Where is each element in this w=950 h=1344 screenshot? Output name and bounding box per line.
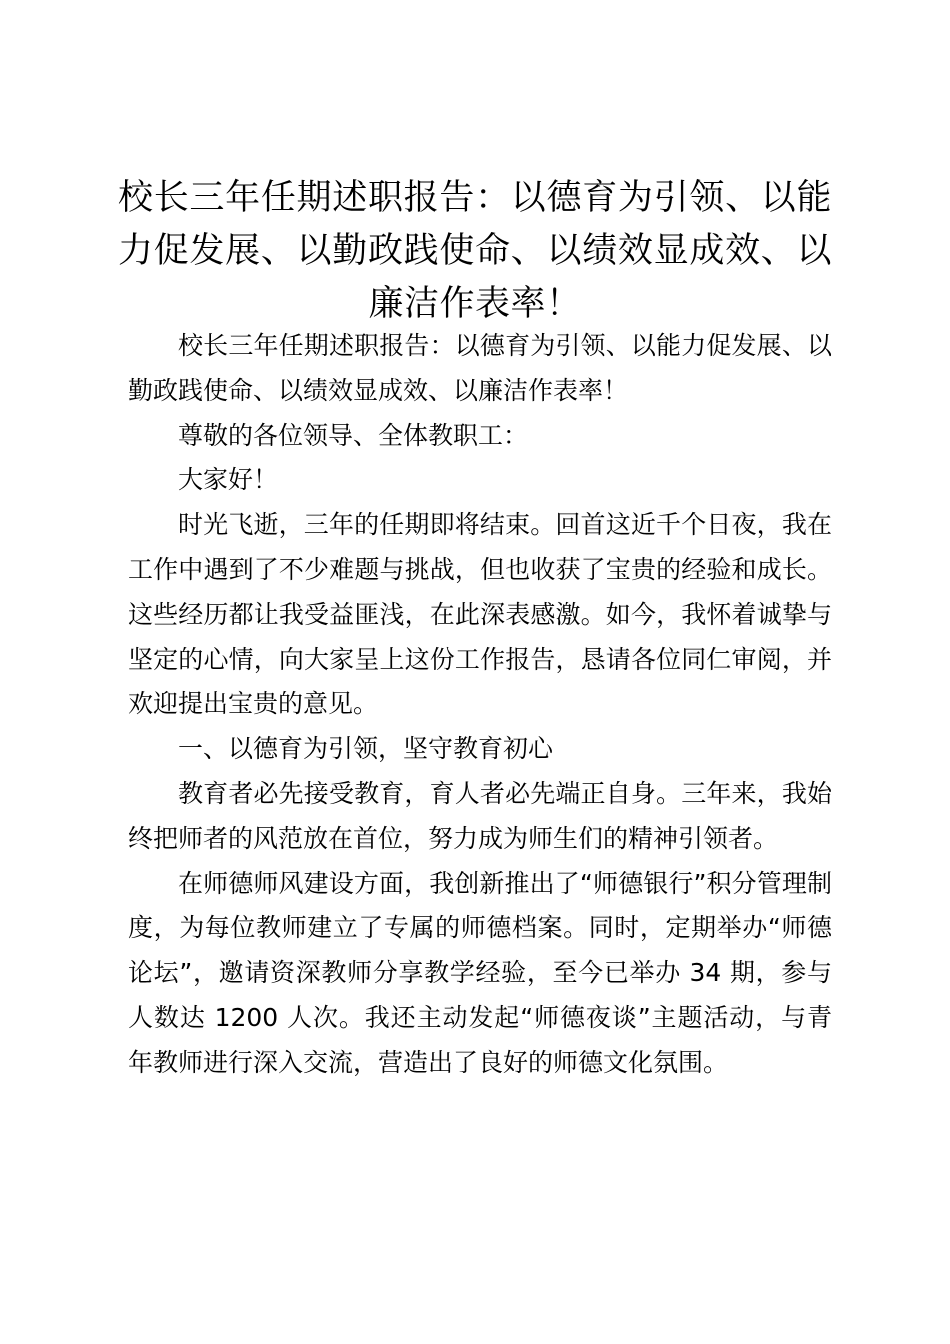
- body-paragraph: 在师德师风建设方面，我创新推出了“师德银行”积分管理制度，为每位教师建立了专属的师德档案。同时，定期举办“师德论坛”，邀请资深教师分享教学经验，至今已举办 34 期，参与人数达 1200 人次。我还主动发起“师德夜谈”主题活动，与青年教师进行深入交流，营造出了良好的师德文化氛围。: [128, 868, 832, 1077]
- body-paragraph: 教育者必先接受教育，育人者必先端正自身。三年来，我始终把师者的风范放在首位，努力成为师生们的精神引领者。: [128, 778, 832, 853]
- section-heading: 一、以德育为引领，坚守教育初心: [178, 734, 554, 764]
- subtitle-paragraph: 校长三年任期述职报告：以德育为引领、以能力促发展、以勤政践使命、以绩效显成效、以廉洁作表率！: [128, 331, 832, 405]
- document-body: [128, 324, 832, 1086]
- document-title: 校长三年任期述职报告：以德育为引领、以能力促发展、以勤政践使命、以绩效显成效、以廉洁作表率！: [118, 178, 832, 324]
- greeting-paragraph: 大家好！: [178, 465, 279, 495]
- salutation-paragraph: 尊敬的各位领导、全体教职工：: [178, 420, 529, 450]
- intro-paragraph: 时光飞逝，三年的任期即将结束。回首这近千个日夜，我在工作中遇到了不少难题与挑战，但也收获了宝贵的经验和成长。这些经历都让我受益匪浅，在此深表感激。如今，我怀着诚挚与坚定的心情，向大家呈上这份工作报告，恳请各位同仁审阅，并欢迎提出宝贵的意见。: [128, 510, 832, 719]
